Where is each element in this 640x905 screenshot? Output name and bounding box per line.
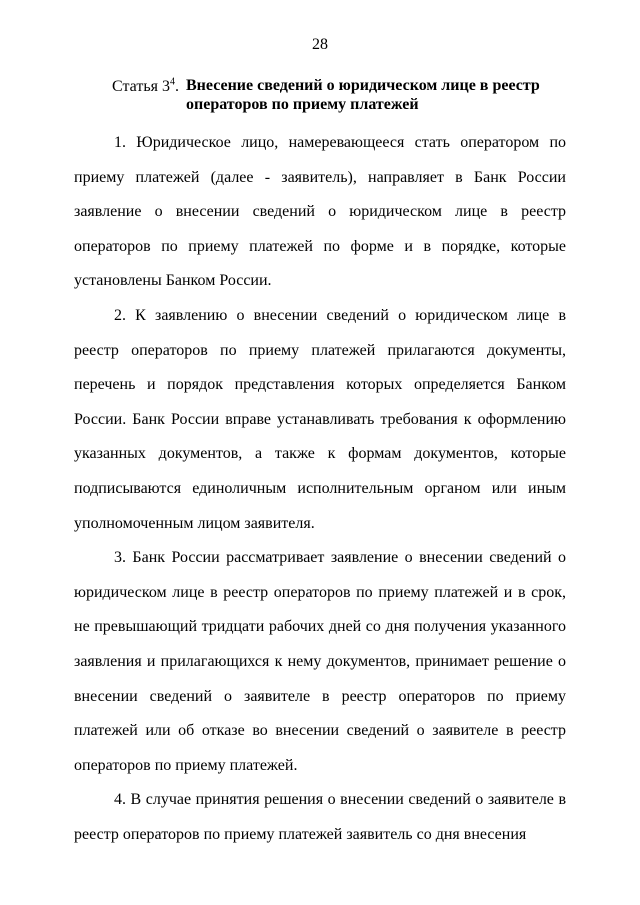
article-body xyxy=(74,126,566,852)
paragraph-1: 1. Юридическое лицо, намеревающееся стать оператором по приему платежей (далее - заявитель), направляет в Банк России заявление о внесении сведений о юридическом лице в реестр операторов по приему платежей по форме и в порядке, которые установлены Банком России. xyxy=(74,134,566,290)
paragraph-4: 4. В случае принятия решения о внесении сведений о заявителе в реестр операторов по приему платежей заявитель со дня внесения xyxy=(74,791,566,843)
article-label: Статья 3 xyxy=(112,78,170,95)
article-number xyxy=(112,77,179,96)
page-number: 28 xyxy=(312,36,328,53)
article-title: Внесение сведений о юридическом лице в реестр операторов по приему платежей xyxy=(186,77,540,113)
paragraph-3: 3. Банк России рассматривает заявление о внесении сведений о юридическом лице в реестр операторов по приему платежей и в срок, не превышающий тридцати рабочих дней со дня получения указанного заявления и прилагающихся к нему документов, принимает решение о внесении сведений о заявителе в реестр операторов по приему платежей или об отказе во внесении сведений о заявителе в реестр операторов по приему платежей. xyxy=(74,549,566,774)
paragraph-2: 2. К заявлению о внесении сведений о юридическом лице в реестр операторов по приему платежей прилагаются документы, перечень и порядок представления которых определяется Банком России. Банк России вправе устанавливать требования к оформлению указанных документов, а также к формам документов, которые подписываются единоличным исполнительным органом или иным уполномоченным лицом заявителя. xyxy=(74,306,566,532)
article-label-suffix: . xyxy=(174,78,179,95)
article-superscript: 4 xyxy=(169,76,175,88)
